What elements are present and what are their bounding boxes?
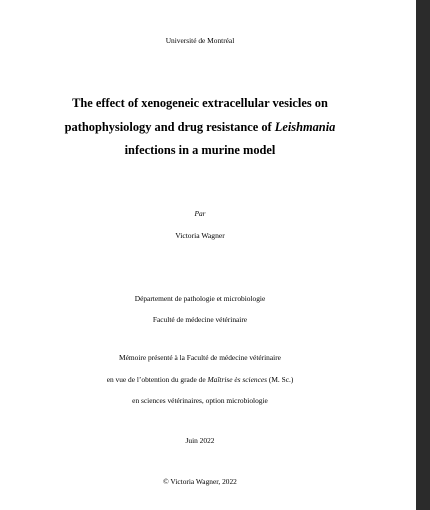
copyright-notice: © Victoria Wagner, 2022 — [163, 477, 237, 486]
author-name: Victoria Wagner — [175, 231, 225, 240]
memoire-line-1: Mémoire présenté à la Faculté de médecine vétérinaire — [119, 353, 281, 362]
university-name: Université de Montréal — [165, 36, 235, 45]
faculty-name: Faculté de médecine vétérinaire — [152, 315, 248, 324]
by-label-text: Par — [194, 209, 206, 218]
degree-name: Maîtrise ès sciences — [207, 375, 268, 384]
title-line-3: infections in a murine model — [124, 143, 276, 157]
by-label — [0, 209, 400, 218]
memoire-line-3: en sciences vétérinaires, option microbiologie — [132, 396, 268, 405]
department-name: Département de pathologie et microbiologie — [134, 294, 266, 303]
memoire-line-2 — [0, 375, 400, 384]
submission-date: Juin 2022 — [185, 436, 215, 445]
degree-abbreviation: (M. Sc.) — [267, 375, 294, 384]
title-line-2-text: pathophysiology and drug resistance of — [64, 120, 275, 134]
memoire-line-2-text: en vue de l’obtention du grade de — [106, 375, 208, 384]
title-italic-genus: Leishmania — [274, 120, 336, 134]
viewer-background — [416, 0, 430, 510]
title-line-1: The effect of xenogeneic extracellular vesicles on — [72, 96, 328, 110]
title-line-2 — [0, 120, 400, 135]
